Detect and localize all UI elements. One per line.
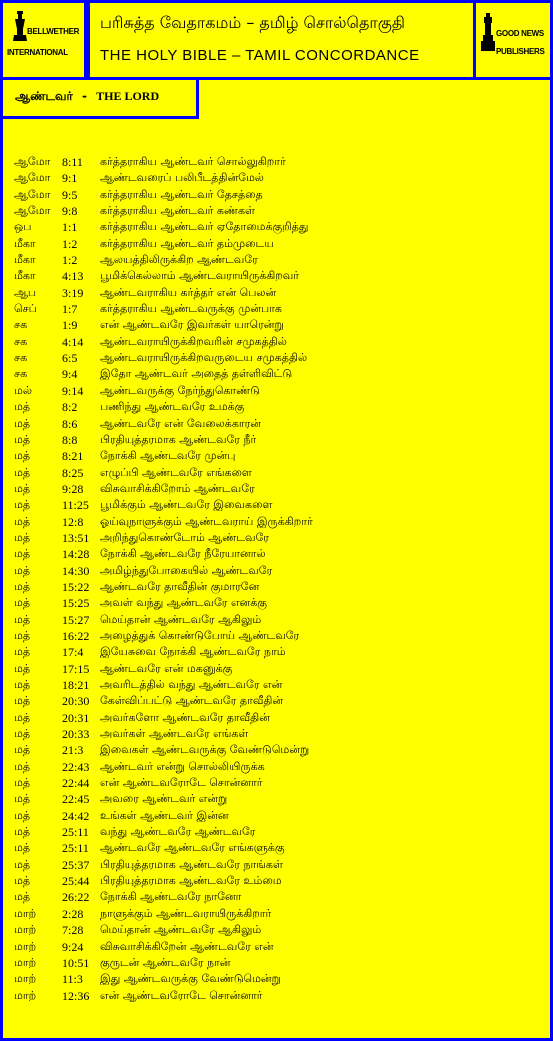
entry-book: மத்	[14, 759, 31, 773]
entry-book: மத்	[14, 808, 31, 822]
entry-book: மத்	[14, 776, 31, 790]
entry-book: மத்	[14, 432, 31, 446]
entry-reference: 8:6	[62, 416, 78, 431]
list-item	[14, 824, 544, 840]
entry-book: மீகா	[14, 269, 36, 283]
entry-reference: 1:2	[62, 236, 78, 251]
entry-reference: 9:24	[62, 939, 84, 954]
entry-reference: 15:27	[62, 612, 90, 627]
entry-reference: 15:22	[62, 579, 90, 594]
list-item	[14, 481, 544, 497]
entry-book: மத்	[14, 857, 31, 871]
entry-reference: 1:2	[62, 253, 78, 268]
entry-reference: 14:28	[62, 547, 90, 562]
entry-book: மத்	[14, 449, 31, 463]
entry-book: சக	[14, 351, 28, 365]
list-item	[14, 301, 544, 317]
entry-reference: 20:31	[62, 710, 90, 725]
entry-phrase: அவர்களோ ஆண்டவரே தாவீதின்	[100, 710, 270, 724]
list-item	[14, 187, 544, 203]
list-item	[14, 889, 544, 905]
list-item	[14, 906, 544, 922]
entry-phrase: அவள் வந்து ஆண்டவரே எனக்கு	[100, 596, 267, 610]
entry-phrase: நோக்கி ஆண்டவரே நீரேயானால்	[100, 547, 266, 561]
entry-phrase: அவரிடத்தில் வந்து ஆண்டவரே என்	[100, 678, 283, 691]
list-item	[14, 317, 544, 333]
list-item	[14, 971, 544, 987]
headword-label	[15, 89, 159, 105]
entry-book: ஆப	[14, 285, 37, 299]
entry-phrase: மெய்தான் ஆண்டவரே ஆகிலும்	[100, 612, 262, 626]
entry-book: மாற்	[14, 939, 37, 953]
entry-book: மத்	[14, 645, 31, 659]
list-item	[14, 808, 544, 824]
entry-reference: 14:30	[62, 563, 90, 578]
list-item	[14, 710, 544, 726]
headword-tamil: ஆண்டவர்	[15, 89, 73, 103]
list-item	[14, 383, 544, 399]
entry-phrase: கர்த்தராகிய ஆண்டவர் சொல்லுகிறார்	[100, 155, 286, 168]
entry-book: மத்	[14, 563, 31, 577]
list-item	[14, 612, 544, 628]
list-item	[14, 791, 544, 807]
entry-book: ஆமோ	[14, 204, 51, 218]
entry-phrase: என் ஆண்டவரோடே சொன்னார்	[100, 776, 263, 790]
entry-phrase: என் ஆண்டவரே இவர்கள் யாரென்று	[100, 318, 284, 332]
entry-book: மத்	[14, 481, 31, 495]
entry-reference: 8:8	[62, 432, 78, 447]
entry-book: மாற்	[14, 988, 37, 1002]
entry-book: ஒப	[14, 220, 32, 234]
entry-phrase: கர்த்தராகிய ஆண்டவர் தம்முடைய	[100, 236, 274, 250]
entry-book: மத்	[14, 514, 31, 528]
entry-phrase: கர்த்தராகிய ஆண்டவர் கண்கள்	[100, 204, 255, 218]
list-item	[14, 775, 544, 791]
entry-phrase: ஆலயத்திலிருக்கிற ஆண்டவரே	[100, 253, 258, 267]
entry-book: மத்	[14, 710, 31, 724]
entry-reference: 13:51	[62, 530, 90, 545]
entry-book: மத்	[14, 727, 31, 741]
entry-book: மத்	[14, 628, 31, 642]
entry-book: மத்	[14, 416, 31, 430]
entry-reference: 9:14	[62, 383, 84, 398]
entry-phrase: ஆண்டவரே என் மகனுக்கு	[100, 661, 233, 675]
entry-book: மீகா	[14, 253, 36, 267]
entry-phrase: எழுப்பி ஆண்டவரே எங்களை	[100, 465, 252, 479]
entry-book: மத்	[14, 579, 31, 593]
entry-phrase: அழைத்துக் கொண்டுபோய் ஆண்டவரே	[100, 628, 300, 642]
list-item	[14, 759, 544, 775]
list-item	[14, 677, 544, 693]
list-item	[14, 399, 544, 415]
entry-book: சக	[14, 318, 28, 332]
entry-phrase: கர்த்தராகிய ஆண்டவர் தேசத்தை	[100, 187, 263, 201]
entry-phrase: பணிந்து ஆண்டவரே உமக்கு	[100, 400, 245, 414]
entry-phrase: இயேசுவை நோக்கி ஆண்டவரே நாம்	[100, 645, 286, 659]
entry-book: மாற்	[14, 923, 37, 937]
entry-book: செப்	[14, 302, 37, 316]
entry-reference: 25:44	[62, 874, 90, 889]
entry-book: மத்	[14, 612, 31, 626]
entry-book: மாற்	[14, 955, 37, 969]
entry-book: மத்	[14, 694, 31, 708]
entry-book: மத்	[14, 825, 31, 839]
entry-reference: 1:9	[62, 318, 78, 333]
list-item	[14, 465, 544, 481]
list-item	[14, 432, 544, 448]
entry-book: மத்	[14, 890, 31, 904]
entry-phrase: இதோ ஆண்டவர் அதைத் தள்ளிவிட்டு	[100, 367, 293, 381]
entry-phrase: நோக்கி ஆண்டவரே முன்பு	[100, 449, 236, 463]
list-item	[14, 726, 544, 742]
list-item	[14, 628, 544, 644]
entry-reference: 22:44	[62, 776, 90, 791]
entry-phrase: என் ஆண்டவரோடே சொன்னார்	[100, 988, 263, 1002]
list-item	[14, 366, 544, 382]
entry-reference: 9:5	[62, 187, 78, 202]
list-item	[14, 416, 544, 432]
entry-phrase: விசுவாசிக்கிறேன் ஆண்டவரே என்	[100, 939, 274, 953]
entry-reference: 24:42	[62, 808, 90, 823]
list-item	[14, 644, 544, 660]
list-item	[14, 350, 544, 366]
list-item	[14, 285, 544, 301]
entry-phrase: அவரை ஆண்டவர் என்று	[100, 792, 228, 806]
entry-phrase: குருடன் ஆண்டவரே நான்	[100, 955, 231, 969]
entry-phrase: ஆண்டவராயிருக்கிறவருடைய சமுகத்தில்	[100, 351, 308, 365]
title-english: THE HOLY BIBLE – TAMIL CONCORDANCE	[100, 47, 420, 64]
entry-book: மத்	[14, 678, 31, 691]
entry-phrase: அவர்கள் ஆண்டவரே எங்கள்	[100, 727, 249, 741]
logo-line-1: BELLWETHER	[27, 27, 80, 36]
header-title-box	[87, 0, 476, 80]
entry-reference: 6:5	[62, 351, 78, 366]
entry-phrase: ஆண்டவராயிருக்கிறவரின் சமுகத்தில்	[100, 334, 287, 348]
list-item	[14, 497, 544, 513]
entry-book: மத்	[14, 661, 31, 675]
entry-reference: 12:8	[62, 514, 84, 529]
list-item	[14, 661, 544, 677]
entry-phrase: கர்த்தராகிய ஆண்டவருக்கு முன்பாக	[100, 302, 282, 316]
entry-reference: 1:1	[62, 220, 78, 235]
entry-book: மத்	[14, 498, 31, 512]
entry-reference: 25:11	[62, 841, 89, 856]
entry-book: மத்	[14, 596, 31, 610]
entry-book: மாற்	[14, 906, 37, 920]
entry-phrase: ஆண்டவருக்கு நேர்ந்துகொண்டு	[100, 383, 260, 397]
entry-phrase: ஆண்டவரைப் பலிபீடத்தின்மேல்	[100, 171, 264, 185]
entry-reference: 9:8	[62, 204, 78, 219]
lamp-icon	[3, 3, 84, 77]
entry-reference: 25:11	[62, 825, 89, 840]
entry-phrase: விசுவாசிக்கிறோம் ஆண்டவரே	[100, 481, 255, 495]
entry-book: மத்	[14, 465, 31, 479]
entry-reference: 9:28	[62, 481, 84, 496]
entry-book: மத்	[14, 530, 31, 544]
entry-reference: 8:2	[62, 400, 78, 415]
entry-reference: 4:13	[62, 269, 84, 284]
entry-reference: 17:15	[62, 661, 90, 676]
entry-reference: 3:19	[62, 285, 84, 300]
entry-book: ஆமோ	[14, 187, 51, 201]
headword-box	[0, 77, 199, 119]
list-item	[14, 236, 544, 252]
list-item	[14, 154, 544, 170]
tower-icon	[476, 3, 550, 77]
headword-english: THE LORD	[96, 89, 160, 103]
entry-book: சக	[14, 334, 28, 348]
list-item	[14, 693, 544, 709]
entry-phrase: நோக்கி ஆண்டவரே நானோ	[100, 890, 242, 904]
list-item	[14, 203, 544, 219]
entry-phrase: பிரதியுத்தரமாக ஆண்டவரே உம்மை	[100, 874, 282, 888]
entry-phrase: ஆண்டவராகிய கர்த்தர் என் பெலன்	[100, 285, 277, 299]
entry-reference: 9:4	[62, 367, 78, 382]
entry-reference: 11:25	[62, 498, 89, 513]
entry-phrase: ஆண்டவரே என் வேலைக்காரன்	[100, 416, 261, 430]
entry-phrase: வந்து ஆண்டவரே ஆண்டவரே	[100, 825, 256, 839]
entry-phrase: நாளுக்கும் ஆண்டவராயிருக்கிறார்	[100, 906, 272, 920]
entry-phrase: இவைகள் ஆண்டவருக்கு வேண்டுமென்று	[100, 743, 310, 757]
entry-phrase: கர்த்தராகிய ஆண்டவர் ஏதோமைக்குறித்து	[100, 220, 309, 234]
list-item	[14, 939, 544, 955]
entry-reference: 26:22	[62, 890, 90, 905]
list-item	[14, 219, 544, 235]
list-item	[14, 922, 544, 938]
list-item	[14, 579, 544, 595]
bellwether-logo	[0, 0, 87, 80]
entry-book: மத்	[14, 874, 31, 888]
logo-line-2: INTERNATIONAL	[7, 48, 68, 57]
entry-reference: 8:21	[62, 449, 84, 464]
entry-reference: 18:21	[62, 678, 90, 692]
list-item	[14, 252, 544, 268]
entry-reference: 8:25	[62, 465, 84, 480]
headword-separator: -	[81, 89, 87, 103]
entry-reference: 9:1	[62, 171, 78, 186]
entry-book: ஆமோ	[14, 171, 51, 185]
list-item	[14, 955, 544, 971]
list-item	[14, 563, 544, 579]
entry-reference: 17:4	[62, 645, 84, 660]
entry-phrase: மெய்தான் ஆண்டவரே ஆகிலும்	[100, 923, 262, 937]
list-item	[14, 334, 544, 350]
entry-reference: 11:3	[62, 972, 83, 987]
list-item	[14, 514, 544, 530]
list-item	[14, 742, 544, 758]
list-item	[14, 170, 544, 186]
entry-phrase: அமிழ்ந்துபோகையில் ஆண்டவரே	[100, 563, 273, 577]
entry-phrase: பிரதியுத்தரமாக ஆண்டவரே நாங்கள்	[100, 857, 283, 871]
entry-reference: 8:11	[62, 155, 83, 169]
entry-reference: 22:43	[62, 759, 90, 774]
entry-reference: 21:3	[62, 743, 84, 758]
entry-phrase: பூமிக்கும் ஆண்டவரே இவைகளை	[100, 498, 273, 512]
entry-book: மத்	[14, 841, 31, 855]
entry-book: மாற்	[14, 972, 37, 986]
list-item	[14, 595, 544, 611]
list-item	[14, 268, 544, 284]
entry-phrase: ஆண்டவரே தாவீதின் குமாரனே	[100, 579, 260, 593]
entry-phrase: ஓய்வுநாளுக்கும் ஆண்டவராய் இருக்கிறார்	[100, 514, 313, 528]
entry-book: ஆமோ	[14, 155, 51, 168]
entry-book: மத்	[14, 547, 31, 561]
list-item	[14, 857, 544, 873]
entry-reference: 7:28	[62, 923, 84, 938]
entry-book: மத்	[14, 792, 31, 806]
entry-reference: 20:30	[62, 694, 90, 709]
entry-reference: 10:51	[62, 955, 90, 970]
entry-book: மத்	[14, 400, 31, 414]
list-item	[14, 546, 544, 562]
entry-reference: 12:36	[62, 988, 90, 1003]
list-item	[14, 448, 544, 464]
entry-book: மல்	[14, 383, 32, 397]
entry-phrase: கேள்விப்பட்டு ஆண்டவரே தாவீதின்	[100, 694, 284, 708]
entry-phrase: பிரதியுத்தரமாக ஆண்டவரே நீர்	[100, 432, 257, 446]
list-item	[14, 873, 544, 889]
entry-reference: 4:14	[62, 334, 84, 349]
entry-reference: 20:33	[62, 727, 90, 742]
entry-phrase: இது ஆண்டவருக்கு வேண்டுமென்று	[100, 972, 281, 986]
entry-phrase: அறிந்துகொண்டோம் ஆண்டவரே	[100, 530, 269, 544]
good-news-logo	[473, 0, 553, 80]
entry-phrase: பூமிக்கெல்லாம் ஆண்டவராயிருக்கிறவர்	[100, 269, 300, 283]
entry-phrase: ஆண்டவர் என்று சொல்லியிருக்க	[100, 759, 265, 773]
entry-reference: 22:45	[62, 792, 90, 807]
title-tamil: பரிசுத்த வேதாகமம் – தமிழ் சொல்தொகுதி	[100, 13, 405, 32]
logo-right-line-1: GOOD NEWS	[496, 29, 544, 38]
list-item	[14, 988, 544, 1004]
concordance-list	[14, 154, 544, 1004]
entry-phrase: ஆண்டவரே ஆண்டவரே எங்களுக்கு	[100, 841, 285, 855]
entry-book: சக	[14, 367, 28, 381]
list-item	[14, 840, 544, 856]
entry-phrase: உங்கள் ஆண்டவர் இன்ன	[100, 808, 229, 822]
entry-reference: 1:7	[62, 302, 78, 317]
entry-book: மீகா	[14, 236, 36, 250]
logo-right-line-2: PUBLISHERS	[496, 47, 545, 56]
entry-reference: 25:37	[62, 857, 90, 872]
entry-reference: 15:25	[62, 596, 90, 611]
entry-book: மத்	[14, 743, 31, 757]
entry-reference: 16:22	[62, 628, 90, 643]
list-item	[14, 530, 544, 546]
entry-reference: 2:28	[62, 906, 84, 921]
